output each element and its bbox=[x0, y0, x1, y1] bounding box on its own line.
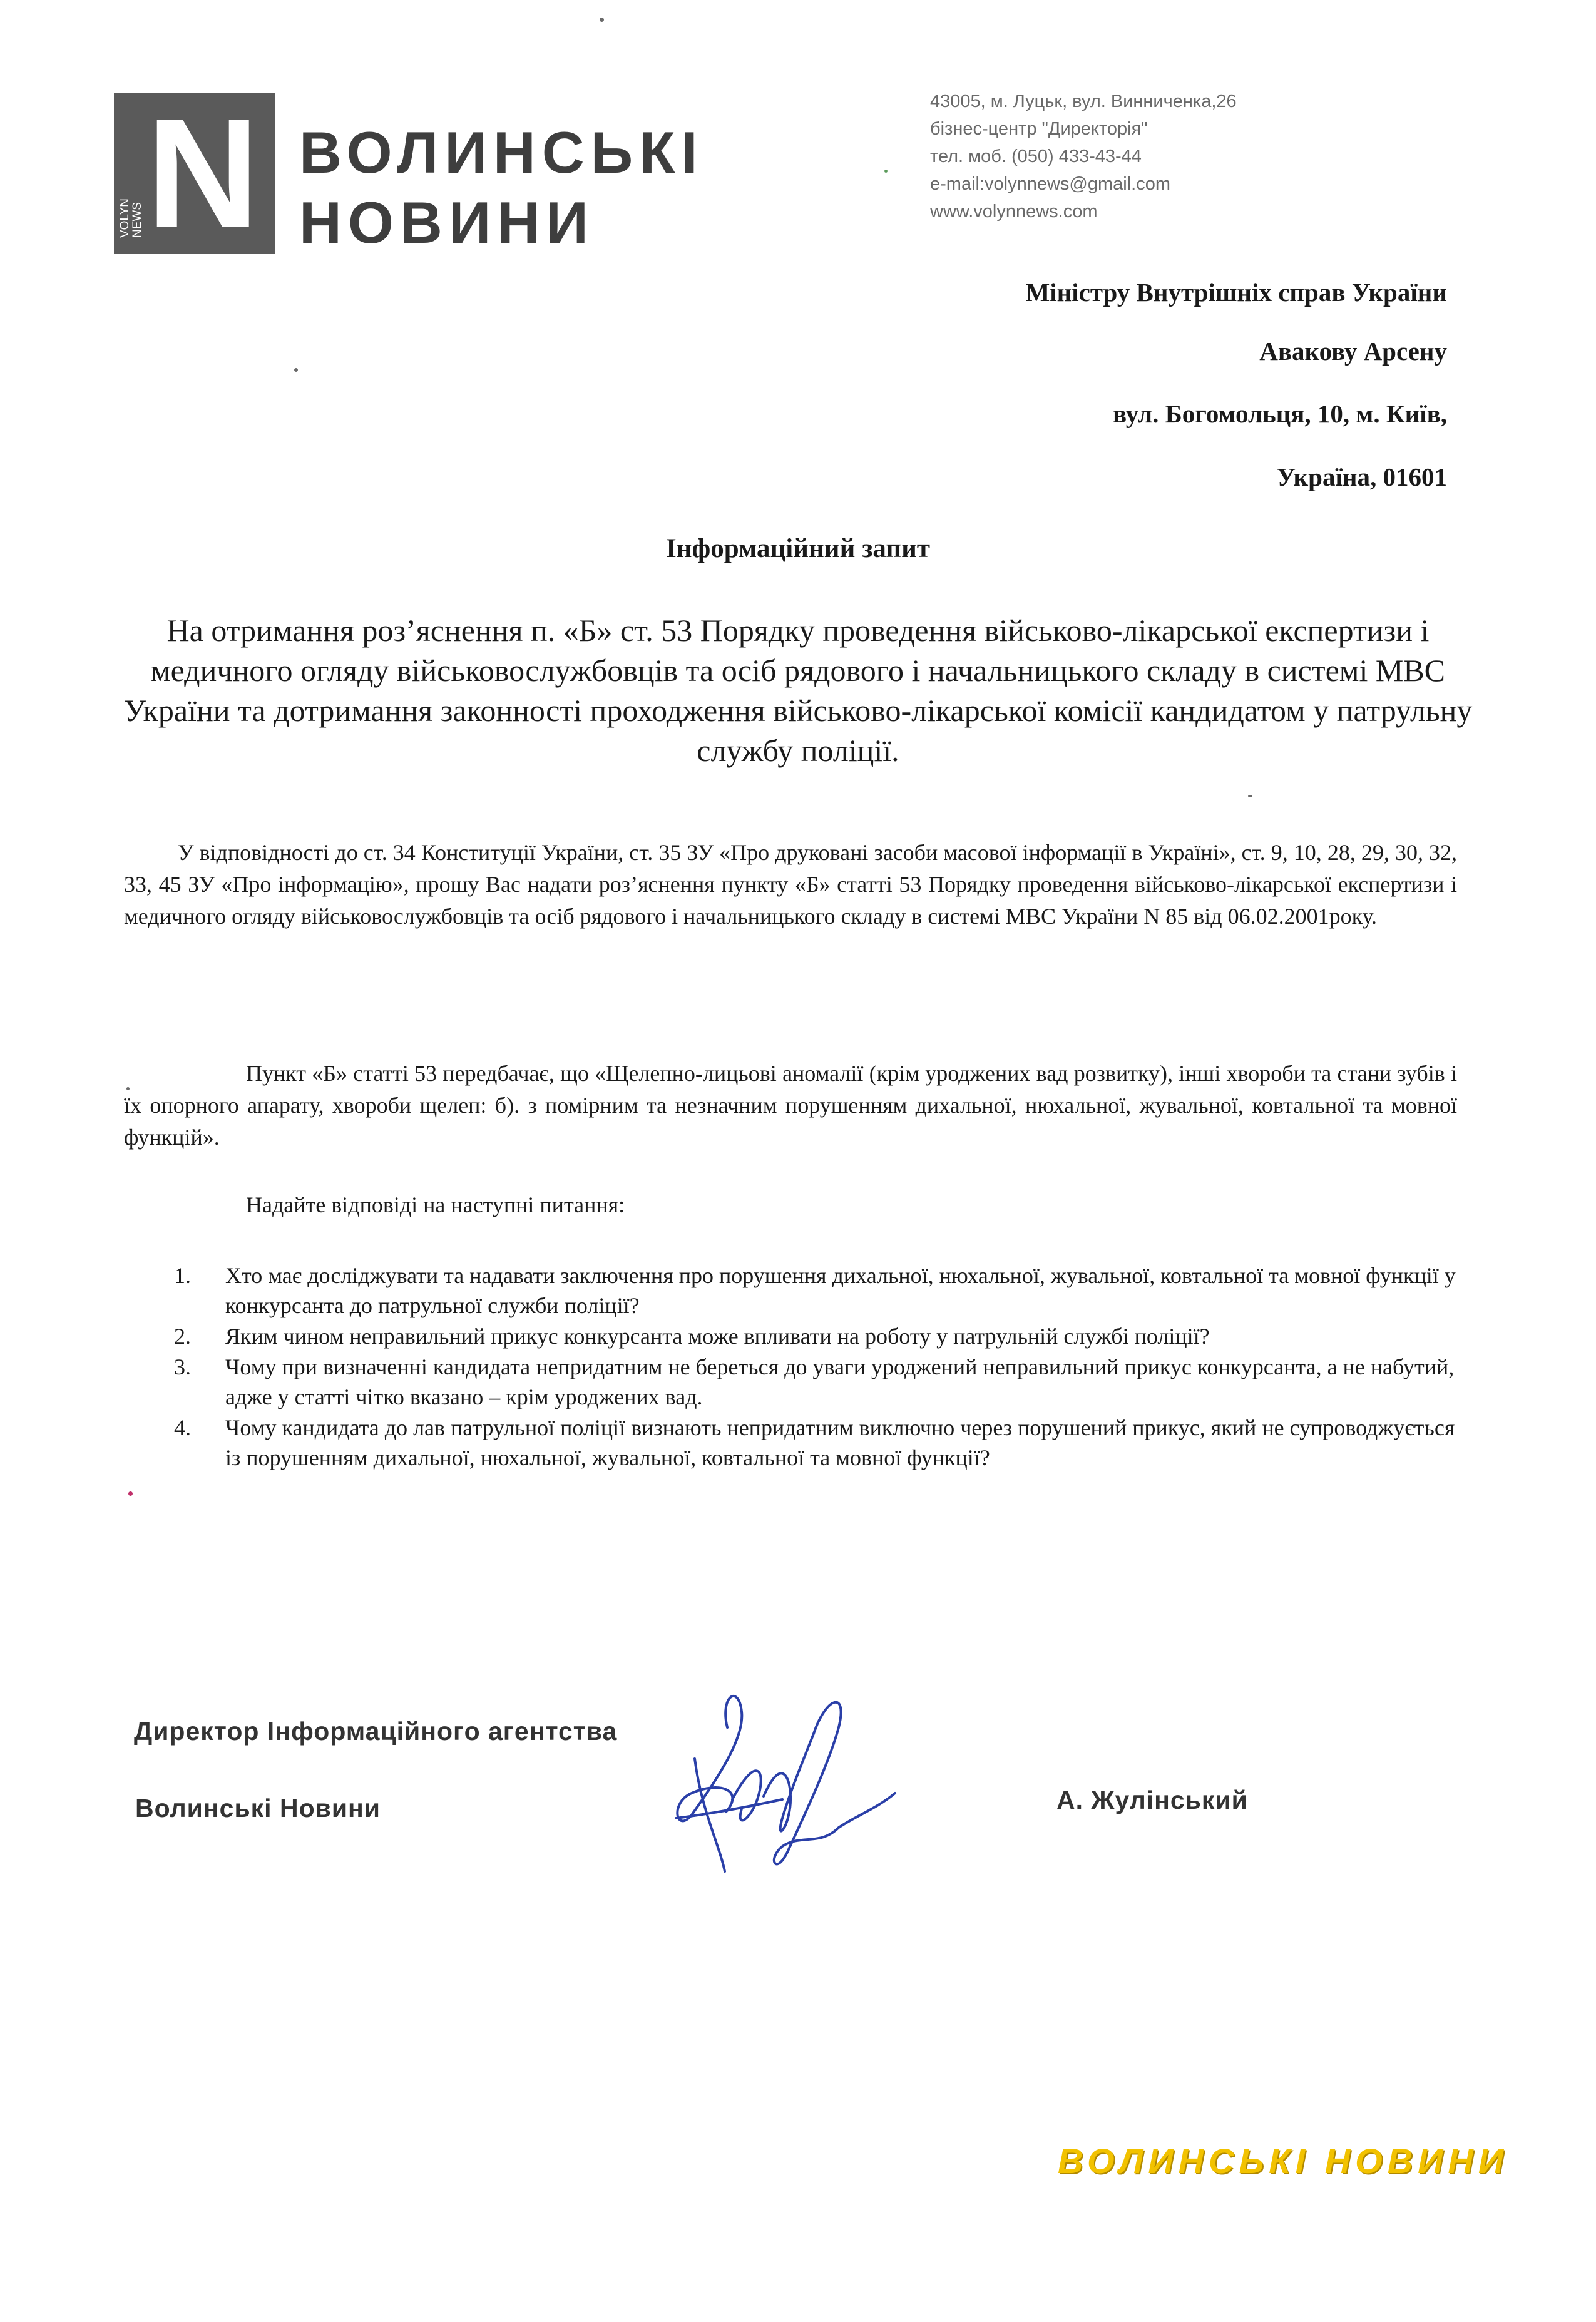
list-item bbox=[166, 1321, 1456, 1351]
logo-letter: N bbox=[146, 86, 260, 260]
addressee-name: Авакову Арсену bbox=[1259, 337, 1447, 366]
scan-speck bbox=[1248, 795, 1252, 797]
list-item-text: Яким чином неправильний прикус конкурсанта може впливати на роботу у патрульній службі поліції? bbox=[225, 1324, 1210, 1349]
list-item bbox=[166, 1413, 1456, 1473]
contact-website: www.volynnews.com bbox=[930, 202, 1098, 222]
contact-address: 43005, м. Луцьк, вул. Винниченка,26 bbox=[930, 91, 1237, 111]
contact-building: бізнес-центр "Директорія" bbox=[930, 119, 1148, 139]
scan-speck bbox=[884, 170, 888, 173]
questions-intro: Надайте відповіді на наступні питання: bbox=[246, 1192, 625, 1217]
list-item-text: Чому при визначенні кандидата непридатним не береться до уваги уроджений неправильний прикус конкурсанта, а не набутий, адже у статті чітко вказано – крім уроджених вад. bbox=[225, 1354, 1455, 1409]
watermark: ВОЛИНСЬКІ НОВИНИ bbox=[1058, 2141, 1509, 2181]
list-item-number: 3. bbox=[174, 1354, 191, 1379]
body-paragraph: У відповідності до ст. 34 Конституції України, ст. 35 ЗУ «Про друковані засоби масової інформації в Україні», ст. 9, 10, 28, 29, 30, 32, 33, 45 ЗУ «Про інформацію», прошу Вас надати роз’яснення пункту «Б» статті 53 Порядку проведення військово-лікарської експертизи і медичного огляду військовослужбовців та осіб рядового і начальницького складу в системі МВС України N 85 від 06.02.2001року. bbox=[124, 840, 1457, 929]
list-item bbox=[166, 1352, 1456, 1412]
logo-side-line: VOLYN bbox=[118, 198, 131, 238]
logo-side-line: NEWS bbox=[131, 202, 144, 238]
list-item-number: 4. bbox=[174, 1415, 191, 1440]
publication-logo bbox=[114, 86, 704, 260]
sender-contacts bbox=[930, 88, 1237, 225]
scan-speck bbox=[294, 368, 298, 372]
body-paragraph: Пункт «Б» статті 53 передбачає, що «Щелепно-лицьові аномалії (крім уроджених вад розвитку), інші хвороби та стани зубів і їх опорного апарату, хвороби щелеп: б). з помірним та незначним порушенням дихальної, нюхальної, жувальної, ковтальної та мовної функцій». bbox=[124, 1061, 1457, 1150]
contact-email: e-mail:volynnews@gmail.com bbox=[930, 174, 1170, 194]
scan-speck bbox=[128, 1491, 133, 1496]
list-item bbox=[166, 1261, 1456, 1321]
list-item-text: Чому кандидата до лав патрульної поліції визнають непридатним виключно через порушений прикус, який не супроводжується із порушенням дихальної, нюхальної, жувальної, ковтальної та мовної функції? bbox=[225, 1415, 1455, 1470]
signatory-position: Директор Інформаційного агентства bbox=[134, 1717, 618, 1746]
scan-speck bbox=[600, 18, 604, 22]
signatory-organization: Волинські Новини bbox=[135, 1794, 381, 1823]
list-item-number: 1. bbox=[174, 1263, 191, 1288]
list-item-number: 2. bbox=[174, 1324, 191, 1349]
list-item-text: Хто має досліджувати та надавати заключення про порушення дихальної, нюхальної, жувальної, ковтальної та мовної функції у конкурсанта до патрульної служби поліції? bbox=[225, 1263, 1456, 1318]
questions-list bbox=[166, 1261, 1456, 1473]
signatory-name: А. Жулінський bbox=[1056, 1786, 1248, 1814]
contact-phone: тел. моб. (050) 433-43-44 bbox=[930, 146, 1142, 166]
logo-wordmark-line2: НОВИНИ bbox=[299, 190, 595, 255]
logo-wordmark-line1: ВОЛИНСЬКІ bbox=[299, 120, 704, 185]
handwritten-signature bbox=[632, 1659, 958, 2322]
addressee-position: Міністру Внутрішніх справ України bbox=[1025, 278, 1447, 307]
logo-mark bbox=[114, 86, 275, 260]
document-title: Інформаційний запит bbox=[666, 534, 930, 563]
addressee-country: Україна, 01601 bbox=[1276, 463, 1447, 491]
addressee-street: вул. Богомольця, 10, м. Київ, bbox=[1112, 399, 1447, 428]
scan-speck bbox=[126, 1087, 130, 1090]
document-subject: На отримання роз’яснення п. «Б» ст. 53 Порядку проведення військово-лікарської експертизи і медичного огляду військовослужбовців та осіб рядового і начальницького складу в системі МВС України та дотримання законності проходження військово-лікарської комісії кандидатом у патрульну службу поліції. bbox=[123, 613, 1473, 768]
logo-side-text bbox=[119, 198, 144, 238]
